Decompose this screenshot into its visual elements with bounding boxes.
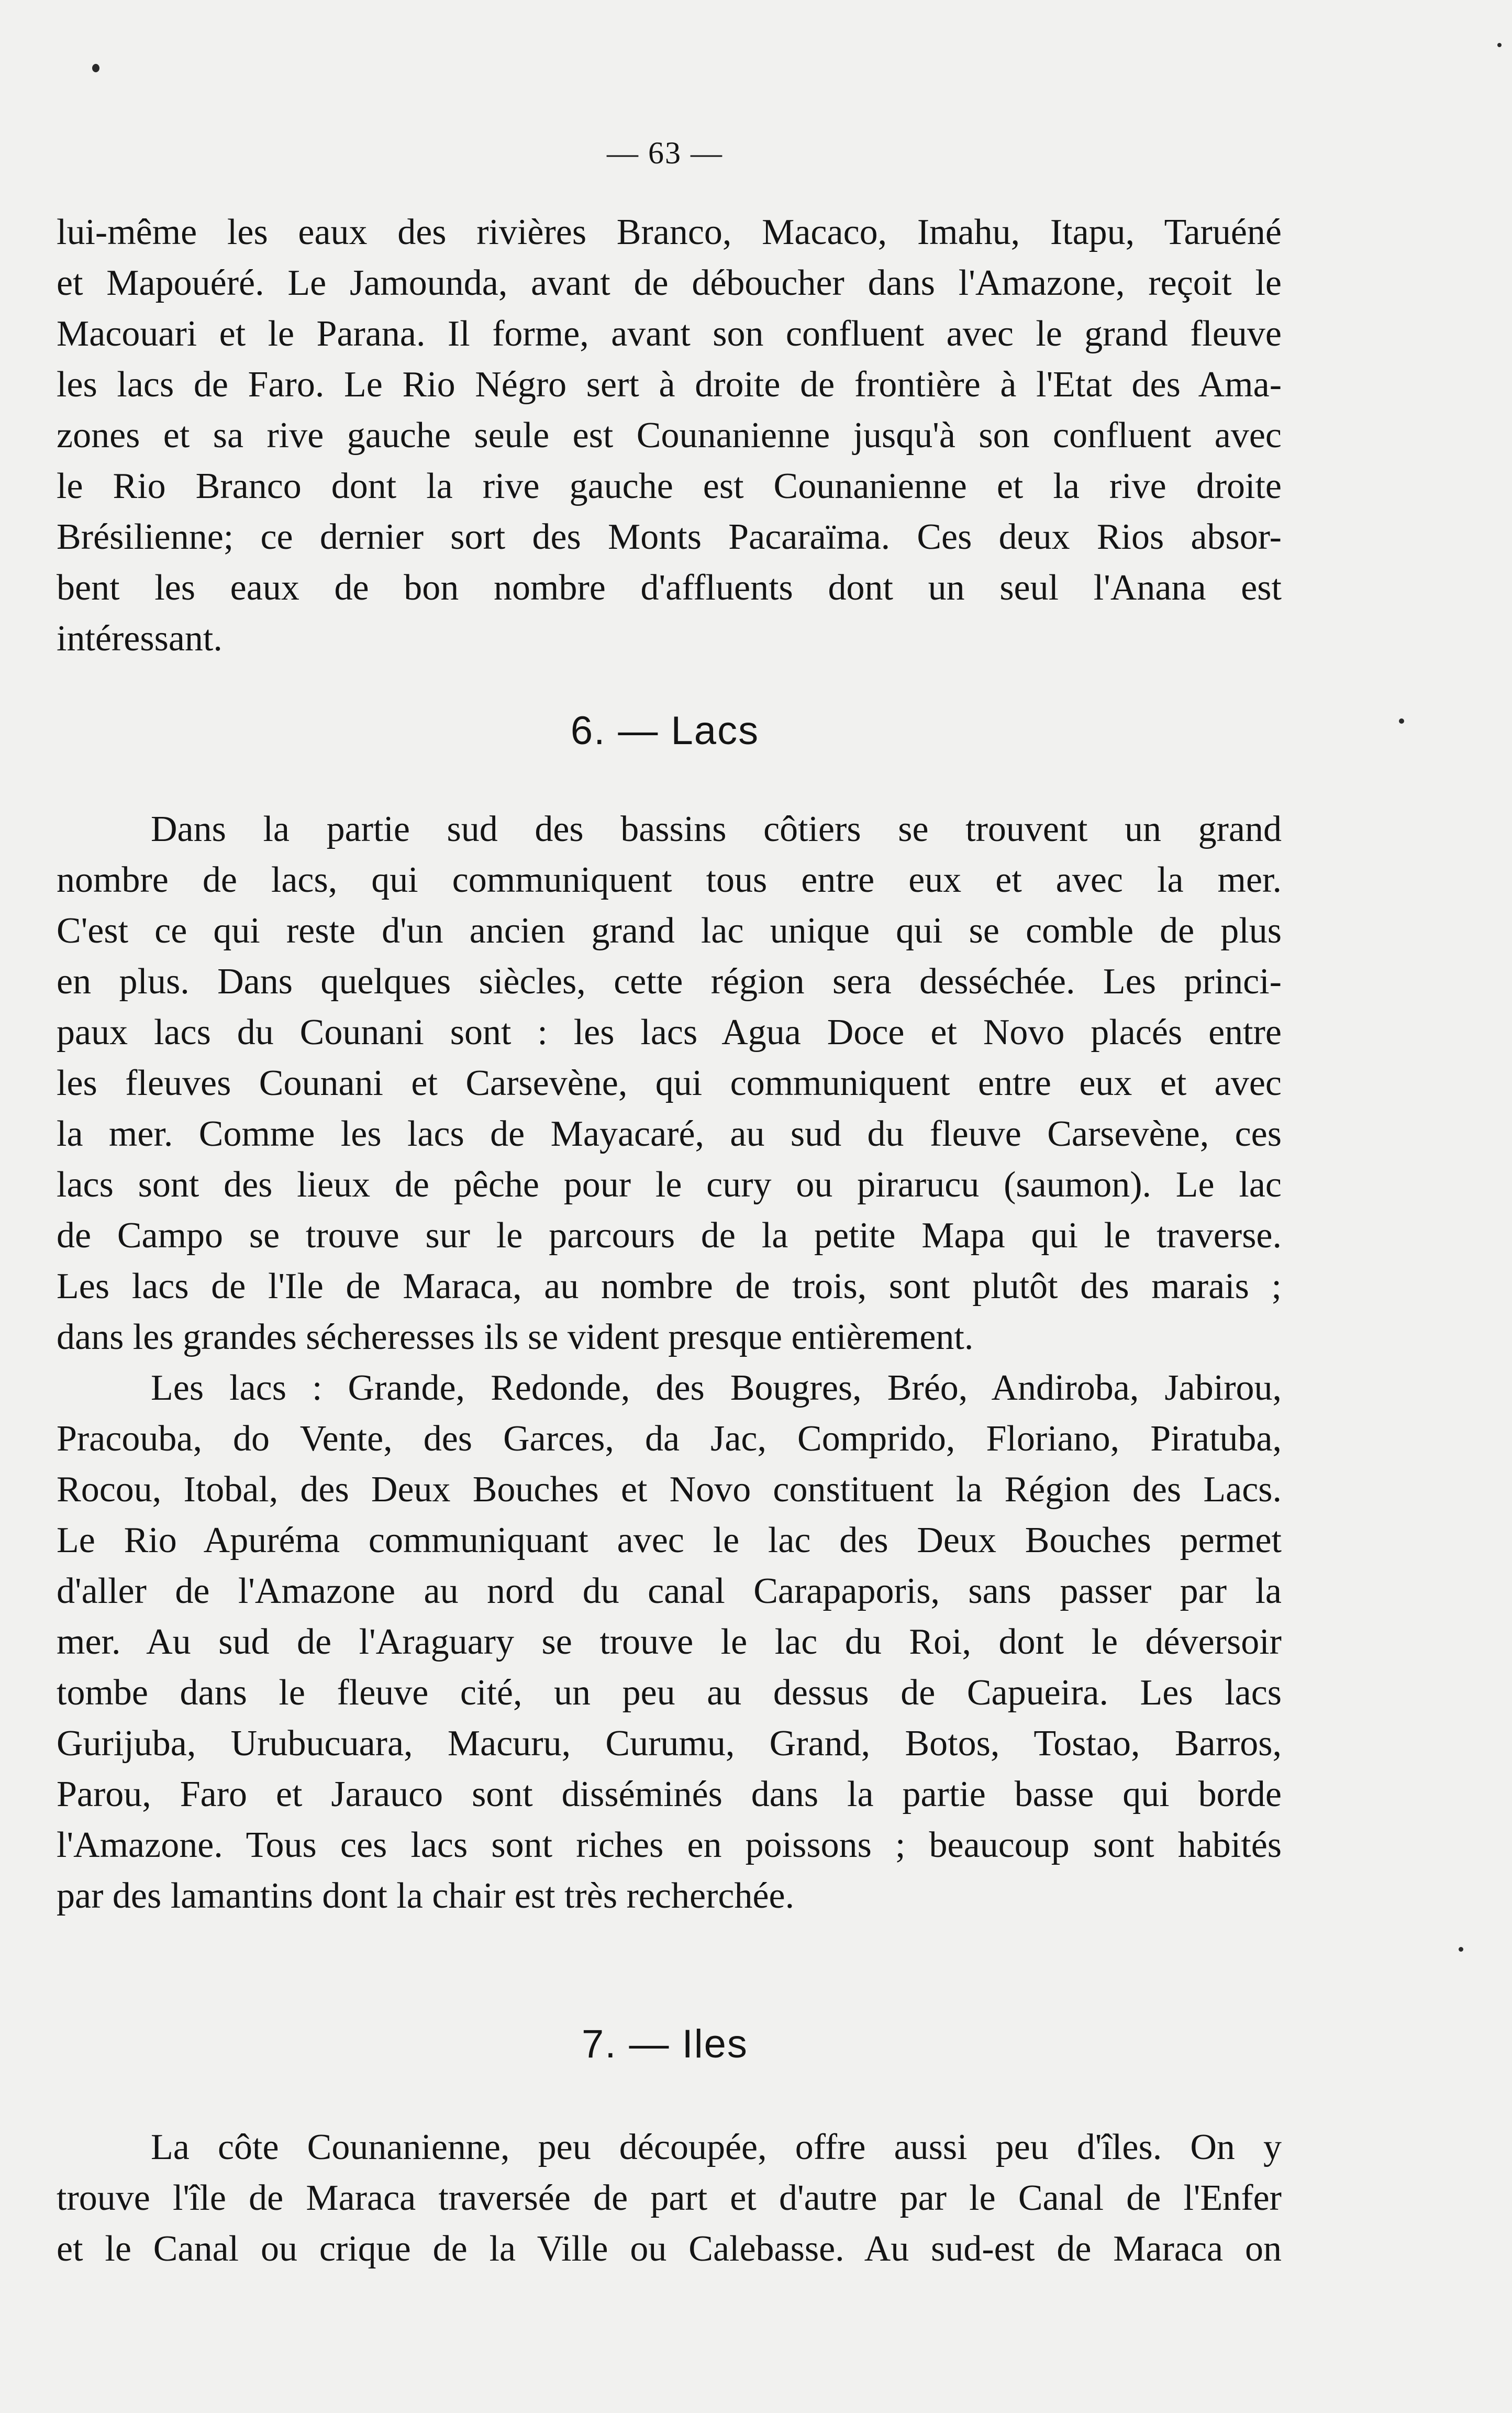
text-line: lui-même les eaux des rivières Branco, Macaco, Imahu, Itapu, Taruéné: [57, 212, 1282, 252]
text-line: intéressant.: [57, 618, 223, 659]
section-heading-iles: 7. — Iles: [582, 2022, 748, 2066]
text-line: l'Amazone. Tous ces lacs sont riches en poissons ; beaucoup sont habités: [57, 1825, 1282, 1865]
text-line: Parou, Faro et Jarauco sont disséminés dans la partie basse qui borde: [57, 1774, 1282, 1814]
text-line: Dans la partie sud des bassins côtiers se trouvent un grand: [151, 809, 1282, 849]
paragraph-rivers: [57, 207, 1282, 664]
paragraph-iles: [57, 2122, 1282, 2274]
text-line: par des lamantins dont la chair est très recherchée.: [57, 1876, 795, 1916]
text-line: de Campo se trouve sur le parcours de la petite Mapa qui le traverse.: [57, 1215, 1282, 1256]
text-line: trouve l'île de Maraca traversée de part et d'autre par le Canal de l'Enfer: [57, 2178, 1282, 2218]
text-line: Les lacs de l'Ile de Maraca, au nombre de trois, sont plutôt des marais ;: [57, 1266, 1282, 1307]
text-line: mer. Au sud de l'Araguary se trouve le lac du Roi, dont le déversoir: [57, 1622, 1282, 1662]
text-line: Gurijuba, Urubucuara, Macuru, Curumu, Grand, Botos, Tostao, Barros,: [57, 1723, 1282, 1764]
text-line: Rocou, Itobal, des Deux Bouches et Novo constituent la Région des Lacs.: [57, 1469, 1282, 1510]
text-line: d'aller de l'Amazone au nord du canal Carapaporis, sans passer par la: [57, 1571, 1282, 1611]
text-line: tombe dans le fleuve cité, un peu au dessus de Capueira. Les lacs: [57, 1673, 1282, 1713]
text-line: C'est ce qui reste d'un ancien grand lac unique qui se comble de plus: [57, 911, 1282, 951]
text-line: et le Canal ou crique de la Ville ou Calebasse. Au sud-est de Maraca on: [57, 2229, 1282, 2269]
ink-speck: [1399, 718, 1404, 724]
ink-speck: [92, 64, 99, 72]
text-line: paux lacs du Counani sont : les lacs Agua Doce et Novo placés entre: [57, 1012, 1282, 1053]
text-line: Brésilienne; ce dernier sort des Monts Pacaraïma. Ces deux Rios absor-: [57, 517, 1282, 557]
text-line: lacs sont des lieux de pêche pour le cury ou pirarucu (saumon). Le lac: [57, 1165, 1282, 1205]
text-line: Macouari et le Parana. Il forme, avant son confluent avec le grand fleuve: [57, 314, 1282, 354]
text-line: zones et sa rive gauche seule est Counanienne jusqu'à son confluent avec: [57, 415, 1282, 456]
text-line: bent les eaux de bon nombre d'affluents dont un seul l'Anana est: [57, 568, 1282, 608]
text-line: et Mapouéré. Le Jamounda, avant de déboucher dans l'Amazone, reçoit le: [57, 263, 1282, 303]
text-line: Pracouba, do Vente, des Garces, da Jac, Comprido, Floriano, Piratuba,: [57, 1419, 1282, 1459]
text-line: nombre de lacs, qui communiquent tous entre eux et avec la mer.: [57, 860, 1282, 900]
text-line: en plus. Dans quelques siècles, cette région sera desséchée. Les princi-: [57, 961, 1282, 1002]
paragraph-lacs-intro: [57, 804, 1282, 1363]
section-heading-lacs: 6. — Lacs: [570, 709, 760, 753]
paragraph-lacs-list: [57, 1363, 1282, 1921]
text-line: le Rio Branco dont la rive gauche est Counanienne et la rive droite: [57, 466, 1282, 506]
ink-speck: [1497, 43, 1502, 47]
page-number: — 63 —: [607, 136, 723, 170]
ink-speck: [1459, 1947, 1463, 1952]
text-line: la mer. Comme les lacs de Mayacaré, au sud du fleuve Carsevène, ces: [57, 1114, 1282, 1154]
text-line: Le Rio Apuréma communiquant avec le lac des Deux Bouches permet: [57, 1520, 1282, 1560]
text-line: les lacs de Faro. Le Rio Négro sert à droite de frontière à l'Etat des Ama-: [57, 364, 1282, 405]
text-line: les fleuves Counani et Carsevène, qui communiquent entre eux et avec: [57, 1063, 1282, 1103]
text-line: La côte Counanienne, peu découpée, offre aussi peu d'îles. On y: [151, 2127, 1282, 2167]
text-line: dans les grandes sécheresses ils se vident presque entièrement.: [57, 1317, 974, 1357]
text-line: Les lacs : Grande, Redonde, des Bougres, Bréo, Andiroba, Jabirou,: [151, 1368, 1282, 1408]
